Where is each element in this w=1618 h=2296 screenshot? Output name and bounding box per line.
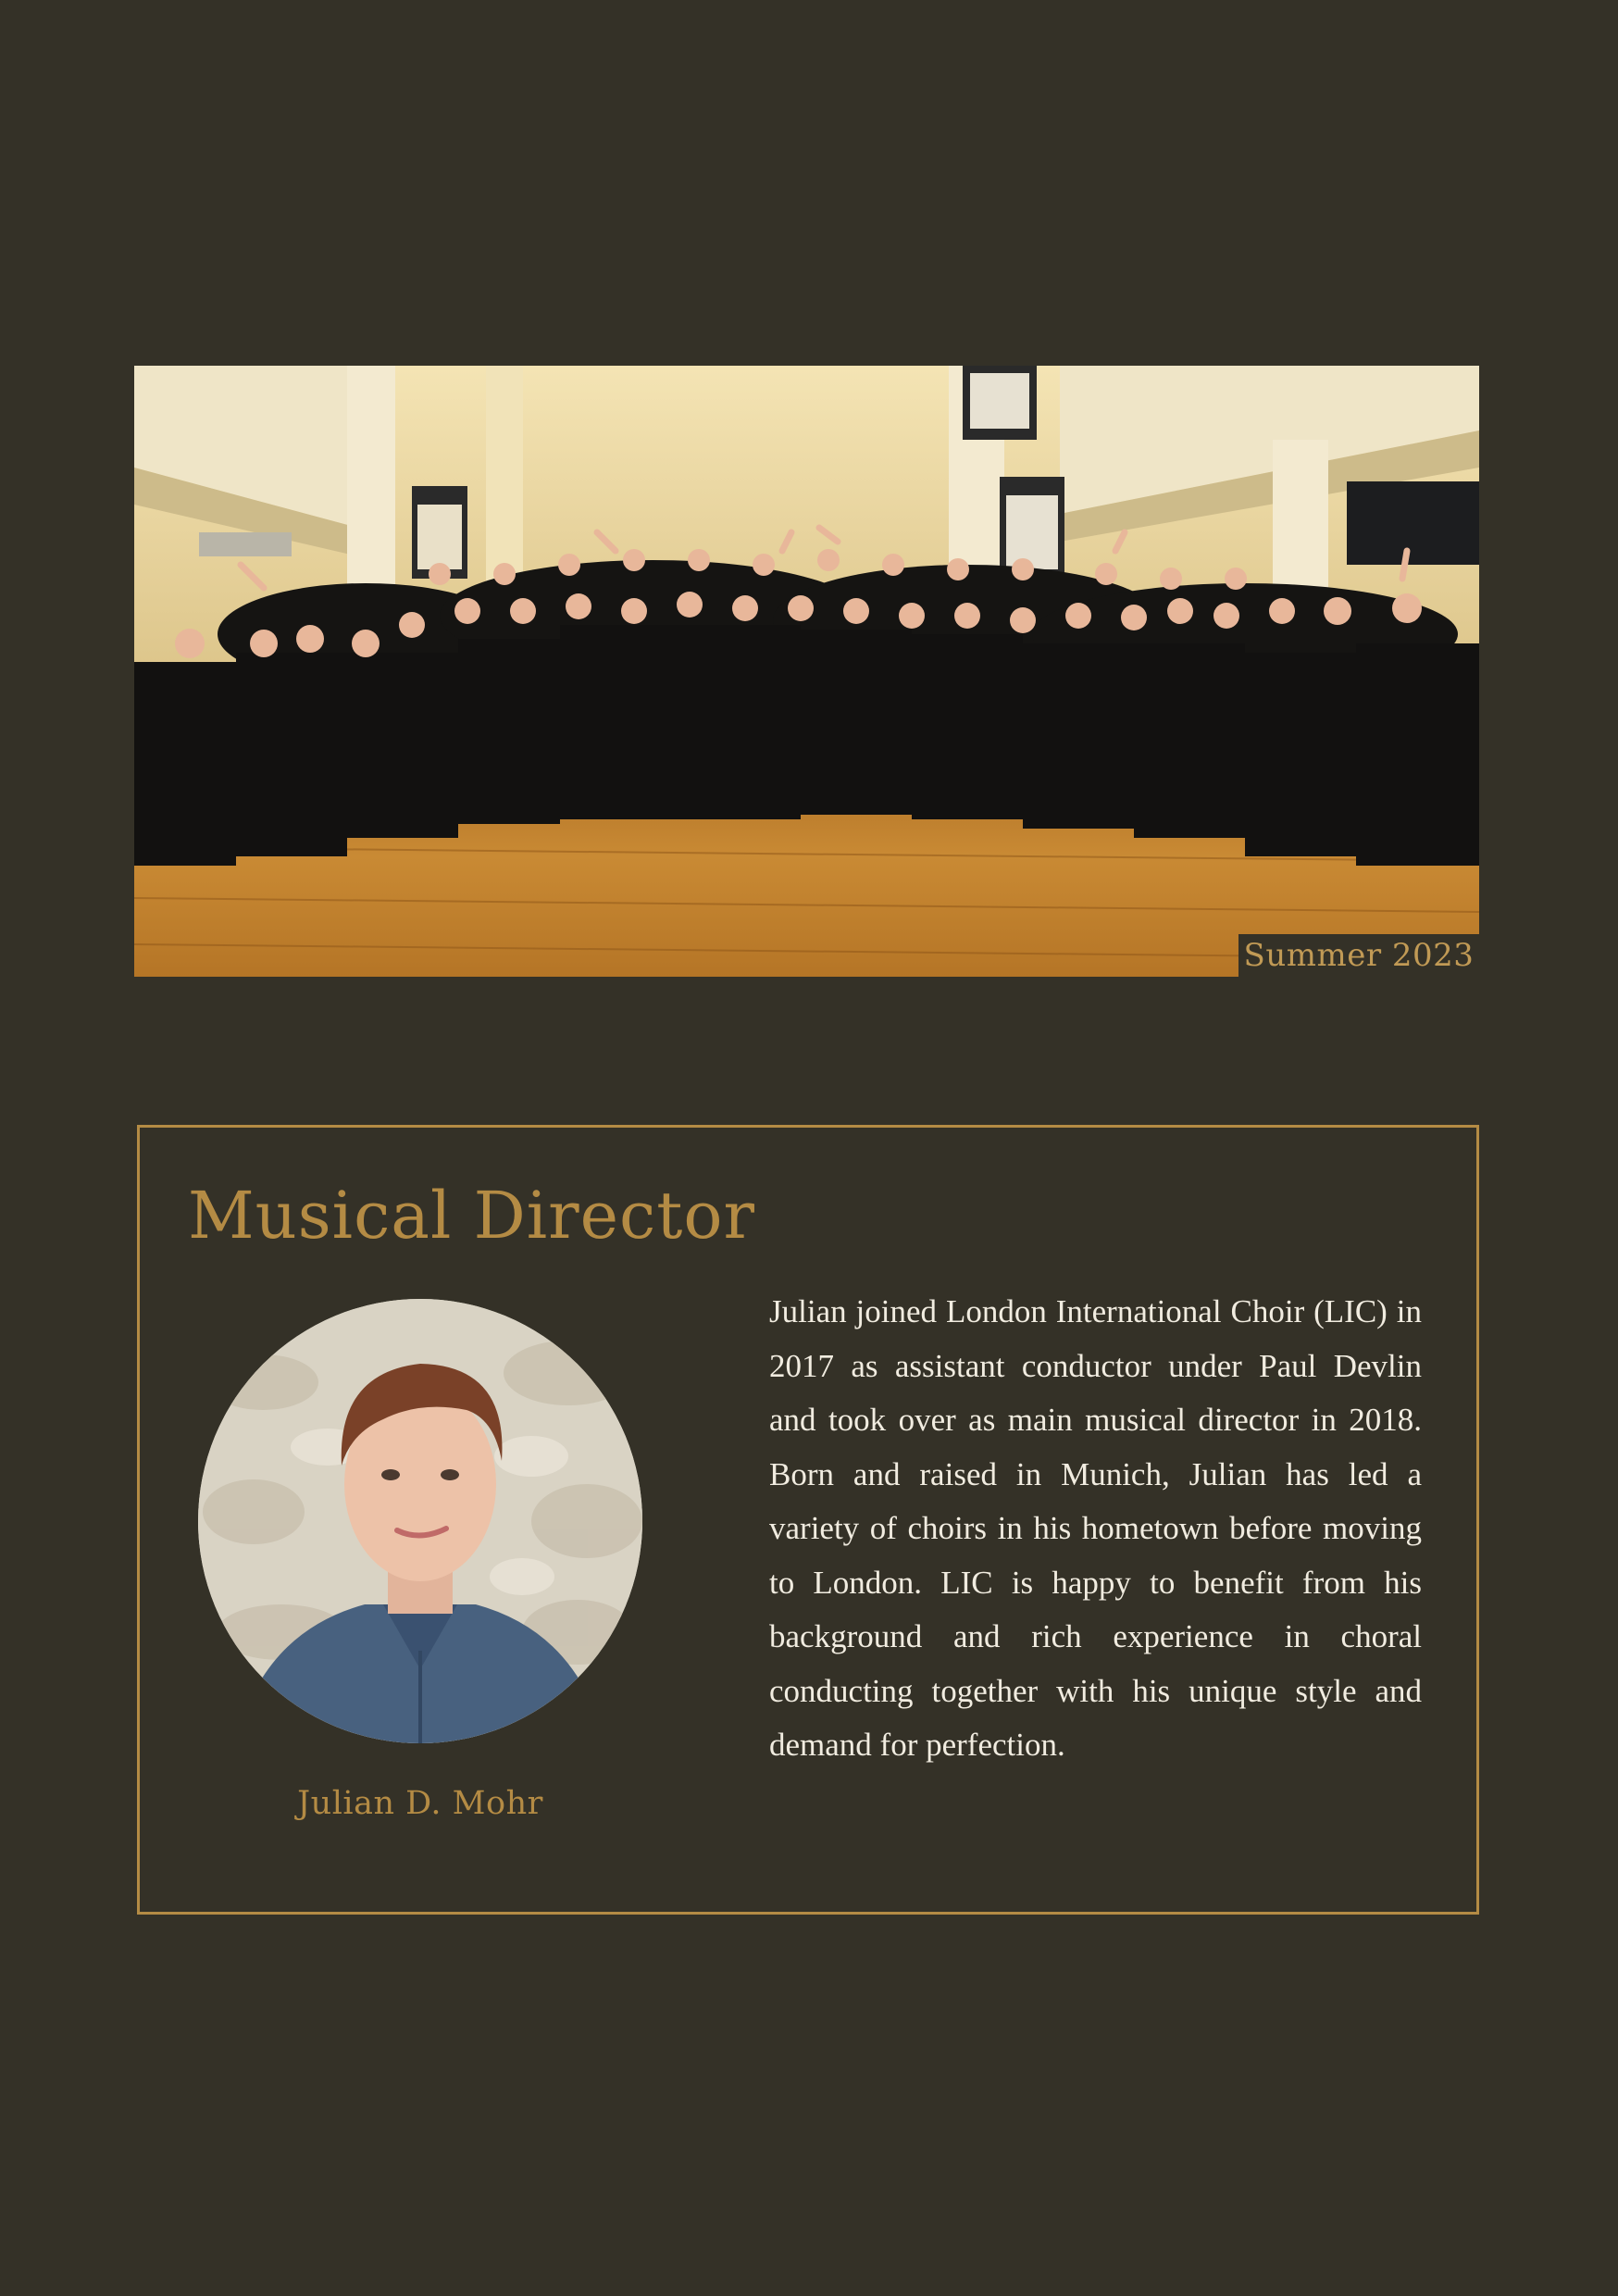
director-portrait-image — [198, 1299, 642, 1743]
group-photo — [134, 366, 1479, 977]
choir-group-image — [134, 366, 1479, 977]
photo-caption: Summer 2023 — [1243, 937, 1475, 974]
director-portrait — [198, 1299, 642, 1743]
director-panel — [137, 1125, 1479, 1915]
section-title: Musical Director — [188, 1178, 755, 1254]
photo-caption-box — [1238, 934, 1479, 977]
director-bio: Julian joined London International Choir (LIC) in 2017 as assistant conductor under Paul Devlin and took over as main musical director in 2018. Born and raised in Munich, Julian has led a variety of choirs in his hometown before moving to London. LIC is happy to benefit from his background and rich experience in choral conducting together with his unique style and demand for perfection. — [769, 1293, 1422, 1763]
director-name: Julian D. Mohr — [297, 1785, 543, 1822]
